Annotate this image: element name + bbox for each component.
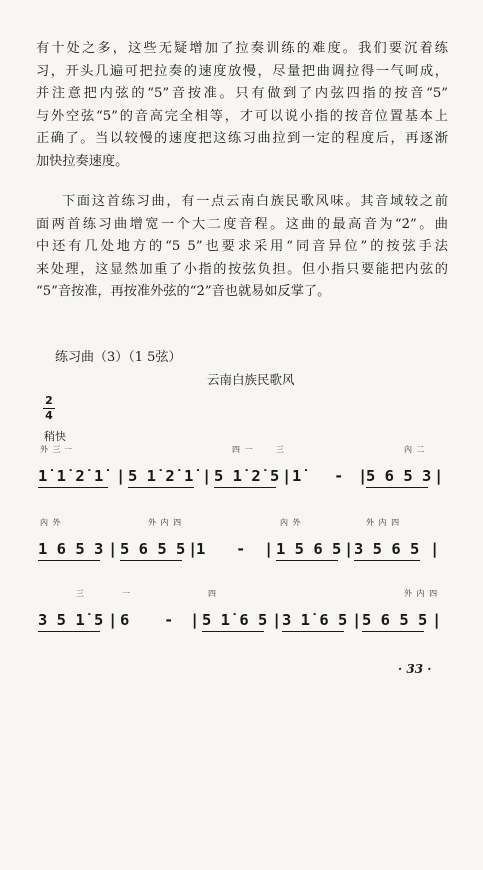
text-line: 有十处之多，这些无疑增加了拉奏训练的难度。我们要沉着练 — [36, 41, 448, 56]
barline: | — [202, 467, 212, 485]
measure: 5 6 5 5 — [362, 611, 428, 629]
beam — [276, 560, 338, 561]
fingering-mark: 三 — [76, 589, 85, 598]
barline: | — [430, 540, 440, 558]
barline: | — [188, 540, 198, 558]
fingering-mark: 外 内 四 — [404, 589, 439, 598]
beam — [214, 487, 276, 488]
time-signature — [43, 395, 55, 422]
beam — [128, 487, 194, 488]
fingering-mark: 三 — [276, 445, 285, 454]
barline: | — [108, 540, 118, 558]
text-line: 面两首练习曲增宽一个大二度音程。这曲的最高音为“2̇”。曲 — [36, 216, 448, 232]
measure: 3 1̇ 6 5 — [282, 611, 348, 629]
beam — [354, 560, 420, 561]
paragraph-1 — [36, 38, 448, 174]
barline: | — [108, 611, 118, 629]
tempo-marking: 稍快 — [44, 430, 66, 443]
barline: | — [116, 467, 126, 485]
fingering-mark: 四 — [208, 589, 217, 598]
fingering-mark: 四 一 — [232, 445, 254, 454]
fingering-mark: 一 — [122, 589, 131, 598]
fingering-line — [36, 588, 448, 608]
score-row-2 — [36, 517, 448, 567]
barline: | — [344, 540, 354, 558]
measure: 5 6 5 3 — [366, 467, 432, 485]
text-line: 与外空弦“5”的音高完全相等，才可以说小指的按音位置基本上 — [36, 108, 448, 124]
dash: - — [236, 540, 246, 558]
measure: 6 — [120, 611, 130, 629]
fingering-mark: 外 三 — [40, 445, 62, 454]
beam — [38, 560, 100, 561]
time-signature-top: 2 — [45, 394, 53, 407]
barline: | — [352, 611, 362, 629]
beam — [38, 487, 108, 488]
fingering-mark: 內 二 — [404, 445, 426, 454]
barline: | — [434, 467, 444, 485]
fingering-mark: 外 内 四 — [148, 518, 183, 527]
exercise-source: 云南白族民歌风 — [207, 372, 295, 387]
beam — [120, 560, 182, 561]
measure: 1 — [196, 540, 206, 558]
text-line: 正确了。当以较慢的速度把这练习曲拉到一定的程度后，再逐渐 — [36, 131, 448, 147]
beam — [362, 631, 424, 632]
dash: - — [334, 467, 344, 485]
fingering-mark: 外 内 四 — [366, 518, 401, 527]
score-row-1 — [36, 444, 448, 494]
time-signature-bottom: 4 — [45, 409, 53, 423]
fingering-line — [36, 444, 448, 464]
measure: 5 6 5 5 — [120, 540, 186, 558]
measure: 5 1̇ 6 5 — [202, 611, 268, 629]
dash: - — [164, 611, 174, 629]
measure: 1̇ 1̇ 2̇ 1̇ — [38, 467, 104, 485]
measure: 5 1̇ 2̇ 1̇ — [128, 467, 194, 485]
beam — [282, 631, 344, 632]
text-line: “5”音按准，再按准外弦的“2̇”音也就易如反掌了。 — [36, 284, 331, 300]
score-row-3 — [36, 588, 448, 638]
text-line: 来处理，这显然加重了小指的按弦负担。但小指只要能把内弦的 — [36, 261, 448, 277]
beam — [202, 631, 264, 632]
measure: 3 5 1̇ 5 — [38, 611, 104, 629]
fingering-mark: 一 — [64, 445, 73, 454]
barline: | — [358, 467, 368, 485]
text-line: 中还有几处地方的“5 5”也要求采用“同音异位”的按弦手法 — [36, 239, 448, 255]
fingering-line — [36, 517, 448, 537]
text-line: 习，开头几遍可把拉奏的速度放慢，尽量把曲调拉得一气呵成， — [36, 63, 448, 79]
text-line: 加快拉奏速度。 — [36, 153, 129, 169]
barline: | — [264, 540, 274, 558]
fingering-mark: 內 外 — [280, 518, 302, 527]
measure: 3 5 6 5 — [354, 540, 420, 558]
fingering-mark: 內 外 — [40, 518, 62, 527]
beam — [38, 631, 100, 632]
measure: 1̇ — [292, 467, 302, 485]
exercise-heading: 练习曲（3）（1 5弦） — [55, 350, 182, 365]
barline: | — [272, 611, 282, 629]
measure: 1 5 6 5 — [276, 540, 342, 558]
paragraph-2 — [36, 191, 448, 304]
barline: | — [190, 611, 200, 629]
barline: | — [282, 467, 292, 485]
text-line: 并注意把内弦的“5”音按准。只有做到了内弦四指的按音“5” — [36, 86, 448, 102]
text-line: 下面这首练习曲，有一点云南白族民歌风味。其音域较之前 — [62, 194, 448, 209]
beam — [366, 487, 428, 488]
page-number: · 33 · — [398, 662, 432, 676]
barline: | — [432, 611, 442, 629]
measure: 1 6 5 3 — [38, 540, 104, 558]
measure: 5 1̇ 2̇ 5 — [214, 467, 280, 485]
